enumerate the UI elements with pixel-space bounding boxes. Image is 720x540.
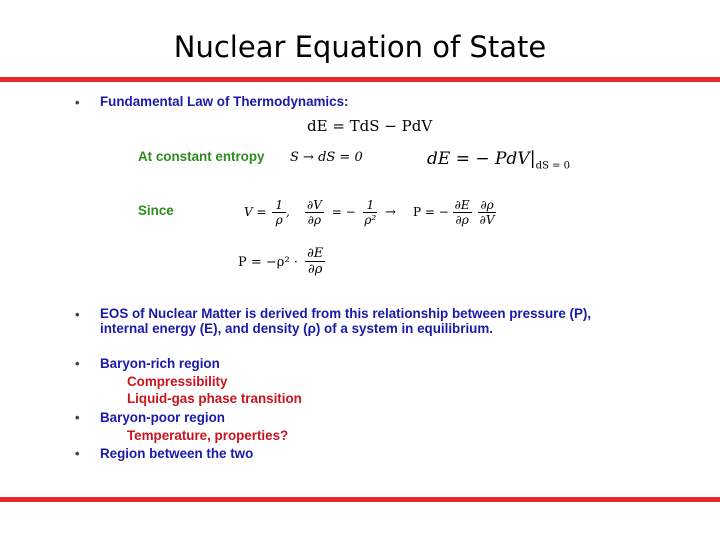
bullet-marker: • — [75, 95, 80, 110]
label-since: Since — [138, 203, 174, 218]
bullet-marker: • — [75, 307, 80, 322]
volume-definition: V = $\frac{1}{\rho}$ , — [244, 198, 290, 227]
top-divider — [0, 77, 720, 82]
constant-entropy-equation: S → dS = 0 — [290, 150, 363, 165]
first-law-equation: dE = TdS − PdV — [307, 117, 433, 135]
page-title: Nuclear Equation of State — [173, 30, 547, 64]
bullet-eos-line2: internal energy (E), and density (ρ) of a system in equilibrium. — [100, 321, 493, 336]
bullet-baryon-rich: Baryon-rich region — [100, 356, 220, 371]
dE-expression: dE = − PdV — [427, 149, 530, 169]
sub-temperature: Temperature, properties? — [127, 428, 289, 443]
sub-compressibility: Compressibility — [127, 374, 228, 389]
bullet-marker: • — [75, 410, 80, 425]
pressure-from-energy: P = −ρ² · $\frac{\partial E}{\partial\rho}$ — [238, 246, 324, 277]
bullet-eos-line1: EOS of Nuclear Matter is derived from this relationship between pressure (P), — [100, 306, 592, 321]
bottom-divider — [0, 497, 720, 502]
pressure-chain-rule: P = − $\frac{\partial E}{\partial\rho}$ $\frac{\partial\rho}{\partial V}$ — [413, 198, 495, 227]
dE-subscript: dS = 0 — [535, 160, 571, 172]
bullet-marker: • — [75, 446, 80, 461]
bullet-between: Region between the two — [100, 446, 254, 461]
bullet-first-law: Fundamental Law of Thermodynamics: — [100, 94, 349, 109]
dE-at-constant-s: dE = − $PdV|_{dS = 0}$ — [427, 148, 571, 172]
bullet-marker: • — [75, 356, 80, 371]
implies-arrow: → — [385, 205, 396, 220]
label-constant-entropy: At constant entropy — [138, 149, 265, 164]
dV-drho-derivative: $\frac{\partial V}{\partial\rho}$ = − $\frac{1}{\text{ρ²}}$ — [307, 198, 377, 227]
bullet-baryon-poor: Baryon-poor region — [100, 410, 225, 425]
sub-liquid-gas: Liquid-gas phase transition — [127, 391, 302, 406]
